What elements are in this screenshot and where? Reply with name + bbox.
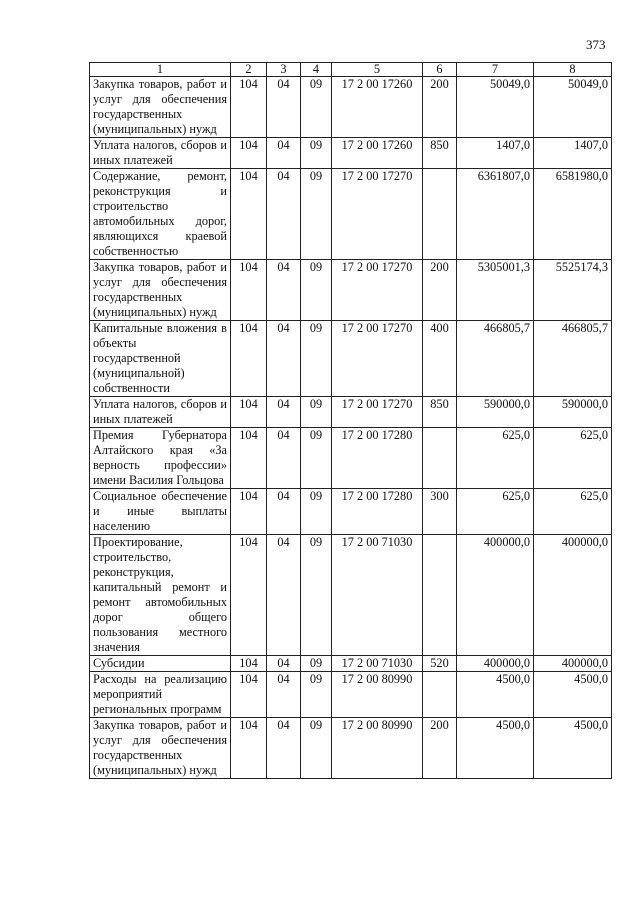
section-code: 04	[267, 656, 301, 672]
subsection-code: 09	[301, 138, 332, 169]
target-article-code: 17 2 00 17260	[332, 138, 423, 169]
row-description: Социальное обеспечение и иные выплаты населению	[90, 489, 231, 535]
table-header-row	[90, 63, 612, 77]
amount-year-1: 50049,0	[457, 77, 534, 138]
amount-year-1: 466805,7	[457, 321, 534, 397]
section-code: 04	[267, 672, 301, 718]
table-row	[90, 138, 612, 169]
section-code: 04	[267, 397, 301, 428]
table-row	[90, 260, 612, 321]
column-header: 4	[301, 63, 332, 77]
target-article-code: 17 2 00 80990	[332, 672, 423, 718]
subsection-code: 09	[301, 535, 332, 656]
expense-type-code: 850	[423, 138, 457, 169]
subsection-code: 09	[301, 489, 332, 535]
expense-type-code: 300	[423, 489, 457, 535]
column-header: 6	[423, 63, 457, 77]
column-header: 5	[332, 63, 423, 77]
amount-year-2: 625,0	[534, 428, 612, 489]
section-code: 04	[267, 428, 301, 489]
ministry-code: 104	[231, 397, 267, 428]
page-number: 373	[586, 37, 606, 52]
column-header: 7	[457, 63, 534, 77]
ministry-code: 104	[231, 169, 267, 260]
ministry-code: 104	[231, 321, 267, 397]
amount-year-2: 625,0	[534, 489, 612, 535]
ministry-code: 104	[231, 77, 267, 138]
table-row	[90, 428, 612, 489]
expense-type-code: 200	[423, 260, 457, 321]
target-article-code: 17 2 00 17260	[332, 77, 423, 138]
budget-table	[89, 62, 612, 779]
row-description: Уплата налогов, сборов и иных платежей	[90, 397, 231, 428]
ministry-code: 104	[231, 489, 267, 535]
amount-year-2: 6581980,0	[534, 169, 612, 260]
expense-type-code	[423, 428, 457, 489]
target-article-code: 17 2 00 17270	[332, 260, 423, 321]
table-row	[90, 169, 612, 260]
amount-year-1: 4500,0	[457, 672, 534, 718]
target-article-code: 17 2 00 17280	[332, 428, 423, 489]
row-description: Закупка товаров, работ и услуг для обеспечения государственных (муниципальных) нужд	[90, 718, 231, 779]
section-code: 04	[267, 169, 301, 260]
target-article-code: 17 2 00 71030	[332, 656, 423, 672]
table-row	[90, 672, 612, 718]
expense-type-code	[423, 672, 457, 718]
row-description: Закупка товаров, работ и услуг для обеспечения государственных (муниципальных) нужд	[90, 77, 231, 138]
ministry-code: 104	[231, 138, 267, 169]
subsection-code: 09	[301, 169, 332, 260]
expense-type-code	[423, 535, 457, 656]
amount-year-2: 400000,0	[534, 656, 612, 672]
row-description: Содержание, ремонт, реконструкция и строительство автомобильных дорог, являющихся краевой собственностью	[90, 169, 231, 260]
ministry-code: 104	[231, 718, 267, 779]
subsection-code: 09	[301, 260, 332, 321]
row-description: Расходы на реализацию мероприятий региональных программ	[90, 672, 231, 718]
column-header: 1	[90, 63, 231, 77]
column-header: 3	[267, 63, 301, 77]
section-code: 04	[267, 260, 301, 321]
subsection-code: 09	[301, 77, 332, 138]
section-code: 04	[267, 535, 301, 656]
amount-year-2: 5525174,3	[534, 260, 612, 321]
amount-year-2: 1407,0	[534, 138, 612, 169]
table-row	[90, 397, 612, 428]
target-article-code: 17 2 00 71030	[332, 535, 423, 656]
amount-year-1: 625,0	[457, 489, 534, 535]
section-code: 04	[267, 489, 301, 535]
amount-year-2: 50049,0	[534, 77, 612, 138]
amount-year-2: 466805,7	[534, 321, 612, 397]
table-row	[90, 718, 612, 779]
row-description: Премия Губернатора Алтайского края «За верность профессии» имени Василия Гольцова	[90, 428, 231, 489]
row-description: Капитальные вложения в объекты государственной (муниципальной) собственности	[90, 321, 231, 397]
table-row	[90, 77, 612, 138]
ministry-code: 104	[231, 535, 267, 656]
subsection-code: 09	[301, 718, 332, 779]
expense-type-code	[423, 169, 457, 260]
row-description: Закупка товаров, работ и услуг для обеспечения государственных (муниципальных) нужд	[90, 260, 231, 321]
target-article-code: 17 2 00 17280	[332, 489, 423, 535]
table-row	[90, 489, 612, 535]
expense-type-code: 400	[423, 321, 457, 397]
column-header: 2	[231, 63, 267, 77]
table-row	[90, 535, 612, 656]
column-header: 8	[534, 63, 612, 77]
amount-year-1: 590000,0	[457, 397, 534, 428]
section-code: 04	[267, 321, 301, 397]
amount-year-2: 4500,0	[534, 672, 612, 718]
subsection-code: 09	[301, 397, 332, 428]
ministry-code: 104	[231, 428, 267, 489]
expense-type-code: 200	[423, 77, 457, 138]
row-description: Субсидии	[90, 656, 231, 672]
target-article-code: 17 2 00 17270	[332, 321, 423, 397]
target-article-code: 17 2 00 17270	[332, 397, 423, 428]
amount-year-1: 400000,0	[457, 656, 534, 672]
table-row	[90, 321, 612, 397]
section-code: 04	[267, 77, 301, 138]
subsection-code: 09	[301, 321, 332, 397]
amount-year-1: 6361807,0	[457, 169, 534, 260]
target-article-code: 17 2 00 80990	[332, 718, 423, 779]
expense-type-code: 520	[423, 656, 457, 672]
amount-year-1: 1407,0	[457, 138, 534, 169]
ministry-code: 104	[231, 672, 267, 718]
ministry-code: 104	[231, 260, 267, 321]
expense-type-code: 200	[423, 718, 457, 779]
row-description: Проектирование, строительство, реконструкция, капитальный ремонт и ремонт автомобильных дорог общего пользования местного значения	[90, 535, 231, 656]
amount-year-1: 4500,0	[457, 718, 534, 779]
expense-type-code: 850	[423, 397, 457, 428]
subsection-code: 09	[301, 428, 332, 489]
target-article-code: 17 2 00 17270	[332, 169, 423, 260]
row-description: Уплата налогов, сборов и иных платежей	[90, 138, 231, 169]
table-body	[90, 77, 612, 779]
amount-year-1: 5305001,3	[457, 260, 534, 321]
subsection-code: 09	[301, 672, 332, 718]
table-row	[90, 656, 612, 672]
amount-year-1: 625,0	[457, 428, 534, 489]
amount-year-2: 4500,0	[534, 718, 612, 779]
amount-year-2: 590000,0	[534, 397, 612, 428]
amount-year-2: 400000,0	[534, 535, 612, 656]
amount-year-1: 400000,0	[457, 535, 534, 656]
section-code: 04	[267, 138, 301, 169]
subsection-code: 09	[301, 656, 332, 672]
section-code: 04	[267, 718, 301, 779]
ministry-code: 104	[231, 656, 267, 672]
